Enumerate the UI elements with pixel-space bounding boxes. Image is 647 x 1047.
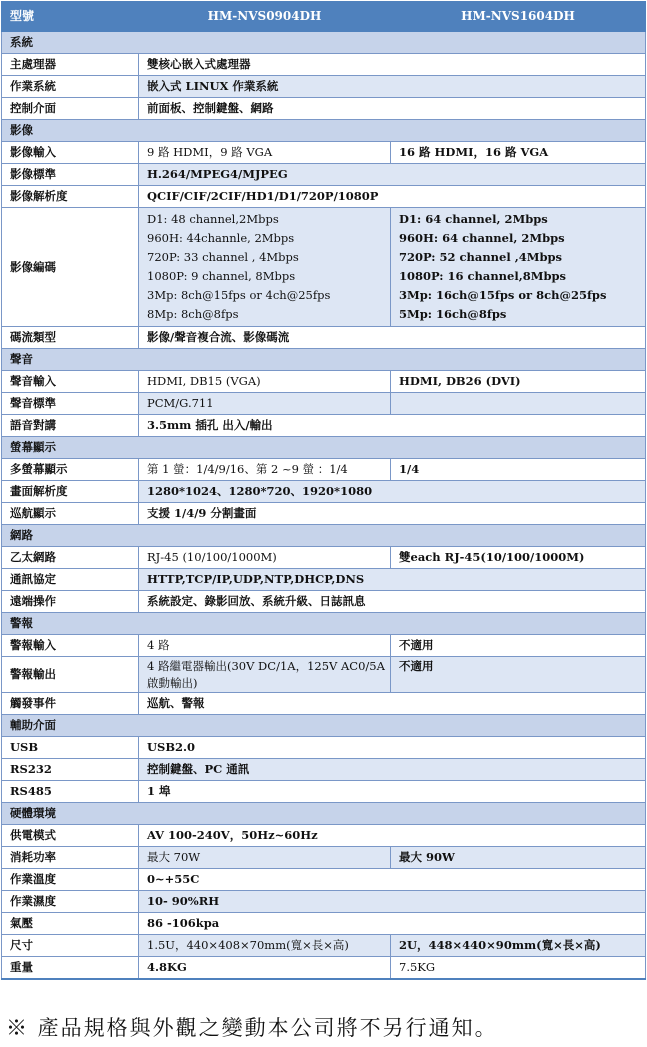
- spec-row: [2, 891, 646, 913]
- spec-value: 影像/聲音複合流、影像碼流: [139, 327, 646, 349]
- spec-label: 影像標準: [2, 164, 139, 186]
- spec-row: [2, 935, 646, 957]
- spec-value: 雙核心嵌入式處理器: [139, 54, 646, 76]
- spec-label: 碼流類型: [2, 327, 139, 349]
- spec-row: [2, 142, 646, 164]
- encoding-line: 3Mp: 16ch@15fps or 8ch@25fps: [399, 288, 607, 302]
- encoding-line: 5Mp: 16ch@8fps: [399, 307, 507, 321]
- spec-row: [2, 327, 646, 349]
- spec-value: 1 埠: [139, 781, 646, 803]
- spec-row: [2, 957, 646, 980]
- spec-value-model-a: 9 路 HDMI，9 路 VGA: [139, 142, 391, 164]
- model-a-header: HM-NVS0904DH: [139, 2, 391, 32]
- header-row: [2, 2, 646, 32]
- spec-row: [2, 76, 646, 98]
- spec-value: QCIF/CIF/2CIF/HD1/D1/720P/1080P: [139, 186, 646, 208]
- spec-row: [2, 869, 646, 891]
- spec-value: 3.5mm 插孔 出入/輸出: [139, 415, 646, 437]
- encoding-line: 8Mp: 8ch@8fps: [147, 307, 239, 321]
- spec-label: 語音對講: [2, 415, 139, 437]
- spec-label: 供電模式: [2, 825, 139, 847]
- spec-row: [2, 635, 646, 657]
- spec-value: 嵌入式 LINUX 作業系統: [139, 76, 646, 98]
- spec-value-model-a: 4.8KG: [139, 957, 391, 980]
- encoding-line: D1: 64 channel, 2Mbps: [399, 212, 548, 226]
- spec-value: 86 -106kpa: [139, 913, 646, 935]
- section-row: [2, 715, 646, 737]
- encoding-line: D1: 48 channel,2Mbps: [147, 212, 279, 226]
- spec-row: [2, 847, 646, 869]
- spec-row: [2, 186, 646, 208]
- spec-value-model-b: [391, 393, 646, 415]
- spec-label: 尺寸: [2, 935, 139, 957]
- spec-label: 畫面解析度: [2, 481, 139, 503]
- spec-label: 重量: [2, 957, 139, 980]
- spec-row: [2, 164, 646, 186]
- section-label: 影像: [2, 120, 646, 142]
- spec-value-model-b: HDMI, DB26 (DVI): [391, 371, 646, 393]
- spec-label: 影像解析度: [2, 186, 139, 208]
- spec-row: [2, 781, 646, 803]
- spec-value: 0~+55C: [139, 869, 646, 891]
- section-label: 聲音: [2, 349, 646, 371]
- spec-label: 主處理器: [2, 54, 139, 76]
- spec-row: [2, 547, 646, 569]
- section-label: 螢幕顯示: [2, 437, 646, 459]
- section-label: 網路: [2, 525, 646, 547]
- spec-value-model-b: [391, 208, 646, 327]
- spec-value-model-a: 1.5U，440×408×70mm(寬×長×高): [139, 935, 391, 957]
- spec-label: RS485: [2, 781, 139, 803]
- spec-label: 影像輸入: [2, 142, 139, 164]
- spec-row: [2, 98, 646, 120]
- spec-value-model-a: 第 1 螢：1/4/9/16、第 2 ~9 螢 ：1/4: [139, 459, 391, 481]
- spec-label: 多螢幕顯示: [2, 459, 139, 481]
- spec-value-model-a: PCM/G.711: [139, 393, 391, 415]
- spec-label: USB: [2, 737, 139, 759]
- spec-table: [1, 1, 646, 980]
- spec-label: 作業溫度: [2, 869, 139, 891]
- spec-row: [2, 737, 646, 759]
- section-row: [2, 525, 646, 547]
- spec-row: [2, 481, 646, 503]
- spec-label: 通訊協定: [2, 569, 139, 591]
- spec-value: USB2.0: [139, 737, 646, 759]
- spec-value: H.264/MPEG4/MJPEG: [139, 164, 646, 186]
- spec-row: [2, 693, 646, 715]
- spec-row: [2, 759, 646, 781]
- spec-label: 作業系統: [2, 76, 139, 98]
- spec-value-model-b: 2U，448×440×90mm(寬×長×高): [391, 935, 646, 957]
- spec-value-model-b: 1/4: [391, 459, 646, 481]
- encoding-line: 960H: 44channle, 2Mbps: [147, 231, 295, 245]
- spec-value: 控制鍵盤、PC 通訊: [139, 759, 646, 781]
- spec-row: [2, 503, 646, 525]
- spec-label: 警報輸入: [2, 635, 139, 657]
- encoding-line: 1080P: 9 channel, 8Mbps: [147, 269, 296, 283]
- spec-value: 1280*1024、1280*720、1920*1080: [139, 481, 646, 503]
- encoding-line: 720P: 52 channel ,4Mbps: [399, 250, 563, 264]
- spec-value-model-a: HDMI, DB15 (VGA): [139, 371, 391, 393]
- spec-label: 觸發事件: [2, 693, 139, 715]
- encoding-line: 3Mp: 8ch@15fps or 4ch@25fps: [147, 288, 331, 302]
- spec-row: [2, 913, 646, 935]
- spec-row: [2, 54, 646, 76]
- spec-value-model-b: 16 路 HDMI，16 路 VGA: [391, 142, 646, 164]
- spec-label: RS232: [2, 759, 139, 781]
- section-label: 硬體環境: [2, 803, 646, 825]
- spec-value-model-b: 最大 90W: [391, 847, 646, 869]
- spec-label: 作業濕度: [2, 891, 139, 913]
- spec-value: HTTP,TCP/IP,UDP,NTP,DHCP,DNS: [139, 569, 646, 591]
- spec-value-model-b: 不適用: [391, 635, 646, 657]
- spec-value: AV 100-240V，50Hz~60Hz: [139, 825, 646, 847]
- section-label: 系統: [2, 32, 646, 54]
- section-row: [2, 437, 646, 459]
- section-row: [2, 613, 646, 635]
- section-row: [2, 349, 646, 371]
- spec-label: 巡航顯示: [2, 503, 139, 525]
- spec-value-model-b: 不適用: [391, 657, 646, 693]
- spec-row: [2, 569, 646, 591]
- section-label: 輔助介面: [2, 715, 646, 737]
- spec-row: [2, 371, 646, 393]
- spec-row: [2, 415, 646, 437]
- spec-label: 影像編碼: [2, 208, 139, 327]
- section-row: [2, 803, 646, 825]
- spec-value-model-a: 4 路: [139, 635, 391, 657]
- header-label: 型號: [2, 2, 139, 32]
- spec-row: [2, 208, 646, 327]
- spec-value-model-b: 雙each RJ-45(10/100/1000M): [391, 547, 646, 569]
- footnote: ※ 產品規格與外觀之變動本公司將不另行通知。: [6, 1016, 498, 1040]
- spec-value-model-a: RJ-45 (10/100/1000M): [139, 547, 391, 569]
- spec-row: [2, 657, 646, 693]
- spec-label: 警報輸出: [2, 657, 139, 693]
- section-row: [2, 32, 646, 54]
- spec-label: 氣壓: [2, 913, 139, 935]
- section-row: [2, 120, 646, 142]
- spec-label: 聲音輸入: [2, 371, 139, 393]
- spec-value: 前面板、控制鍵盤、網路: [139, 98, 646, 120]
- spec-table-body: [2, 2, 646, 980]
- spec-row: [2, 591, 646, 613]
- spec-value: 10- 90%RH: [139, 891, 646, 913]
- spec-label: 遠端操作: [2, 591, 139, 613]
- encoding-line: 720P: 33 channel , 4Mbps: [147, 250, 299, 264]
- section-label: 警報: [2, 613, 646, 635]
- spec-label: 乙太網路: [2, 547, 139, 569]
- spec-label: 聲音標準: [2, 393, 139, 415]
- spec-value: 系統設定、錄影回放、系統升級、日誌訊息: [139, 591, 646, 613]
- spec-row: [2, 459, 646, 481]
- spec-row: [2, 825, 646, 847]
- spec-row: [2, 393, 646, 415]
- spec-label: 消耗功率: [2, 847, 139, 869]
- spec-value-model-a: 最大 70W: [139, 847, 391, 869]
- encoding-line: 1080P: 16 channel,8Mbps: [399, 269, 567, 283]
- spec-value: 支援 1/4/9 分割畫面: [139, 503, 646, 525]
- spec-value-model-b: 7.5KG: [391, 957, 646, 980]
- spec-value-model-a: 4 路繼電器輸出(30V DC/1A，125V AC0/5A 啟動輸出): [139, 657, 391, 693]
- spec-value: 巡航、警報: [139, 693, 646, 715]
- spec-value-model-a: [139, 208, 391, 327]
- encoding-line: 960H: 64 channel, 2Mbps: [399, 231, 565, 245]
- spec-label: 控制介面: [2, 98, 139, 120]
- model-b-header: HM-NVS1604DH: [391, 2, 646, 32]
